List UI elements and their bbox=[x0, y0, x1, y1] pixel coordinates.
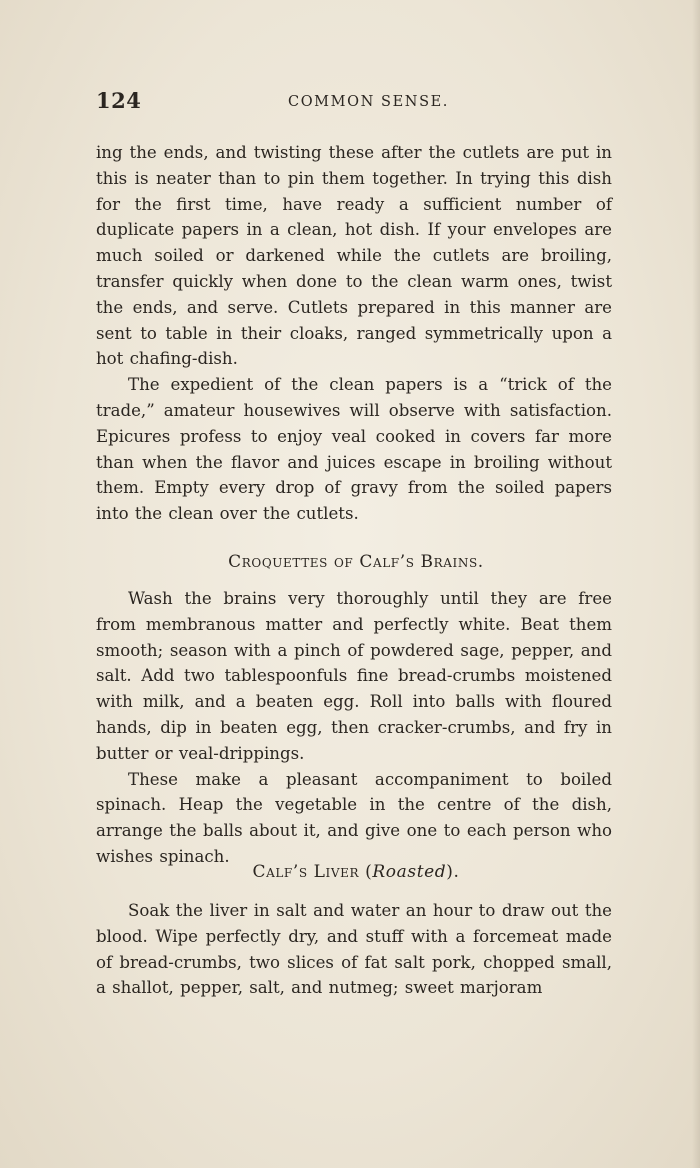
heading-liver-style: Roasted bbox=[372, 862, 447, 882]
paragraph-clean-papers: The expedient of the clean papers is a “trick of the trade,” amateur housewives will observe with satisfaction. Epicures profess to enjoy veal cooked in covers far more than when the flavor and juices escape in broiling without them. Empty every drop of gravy from the soiled papers into the clean over the cutlets. bbox=[96, 375, 612, 524]
recipe-heading-croquettes bbox=[96, 552, 616, 572]
page-header bbox=[96, 88, 616, 118]
recipe-heading-calfs-liver bbox=[96, 862, 616, 882]
paragraph-cutlets-papers: ing the ends, and twisting these after the cutlets are put in this is neater than to pin them together. In trying this dish for the first time, have ready a sufficient number of duplicate papers in a clean, hot dish. If your envelopes are much soiled or darkened while the cutlets are broiling, transfer quickly when done to the clean warm ones, twist the ends, and serve. Cutlets prepared in this manner are sent to table in their cloaks, ranged symmetrically upon a hot chafing-dish. bbox=[96, 143, 612, 369]
croquettes-recipe bbox=[96, 586, 612, 870]
paragraph-liver-method: Soak the liver in salt and water an hour to draw out the blood. Wipe perfectly dry, and stuff with a forcemeat made of bread-crumbs, two slices of fat salt pork, chopped small, a shallot, pepper, salt, and nutmeg; sweet marjoram bbox=[96, 901, 612, 998]
page-edge-shadow bbox=[692, 0, 700, 1168]
paragraph-croquettes-method: Wash the brains very thoroughly until they are free from membranous matter and perfectly white. Beat them smooth; season with a pinch of powdered sage, pepper, and salt. Add two tablespoonfuls fine bread-crumbs moistened with milk, and a beaten egg. Roll into balls with floured hands, dip in beaten egg, then cracker-crumbs, and fry in butter or veal-drippings. bbox=[96, 589, 612, 763]
veal-cutlets-continuation bbox=[96, 140, 612, 527]
calfs-liver-recipe bbox=[96, 898, 612, 1001]
heading-liver-text: Calf’s Liver bbox=[252, 862, 360, 882]
page-number: 124 bbox=[96, 88, 142, 113]
heading-liver-open-paren: ( bbox=[365, 862, 373, 882]
running-title: COMMON SENSE. bbox=[288, 94, 449, 110]
heading-liver-close-paren: ). bbox=[446, 862, 460, 882]
heading-croquettes-text: Croquettes of Calf’s Brains. bbox=[228, 552, 484, 572]
paragraph-croquettes-serving: These make a pleasant accompaniment to boiled spinach. Heap the vegetable in the centre of the dish, arrange the balls about it, and give one to each person who wishes spinach. bbox=[96, 769, 612, 866]
